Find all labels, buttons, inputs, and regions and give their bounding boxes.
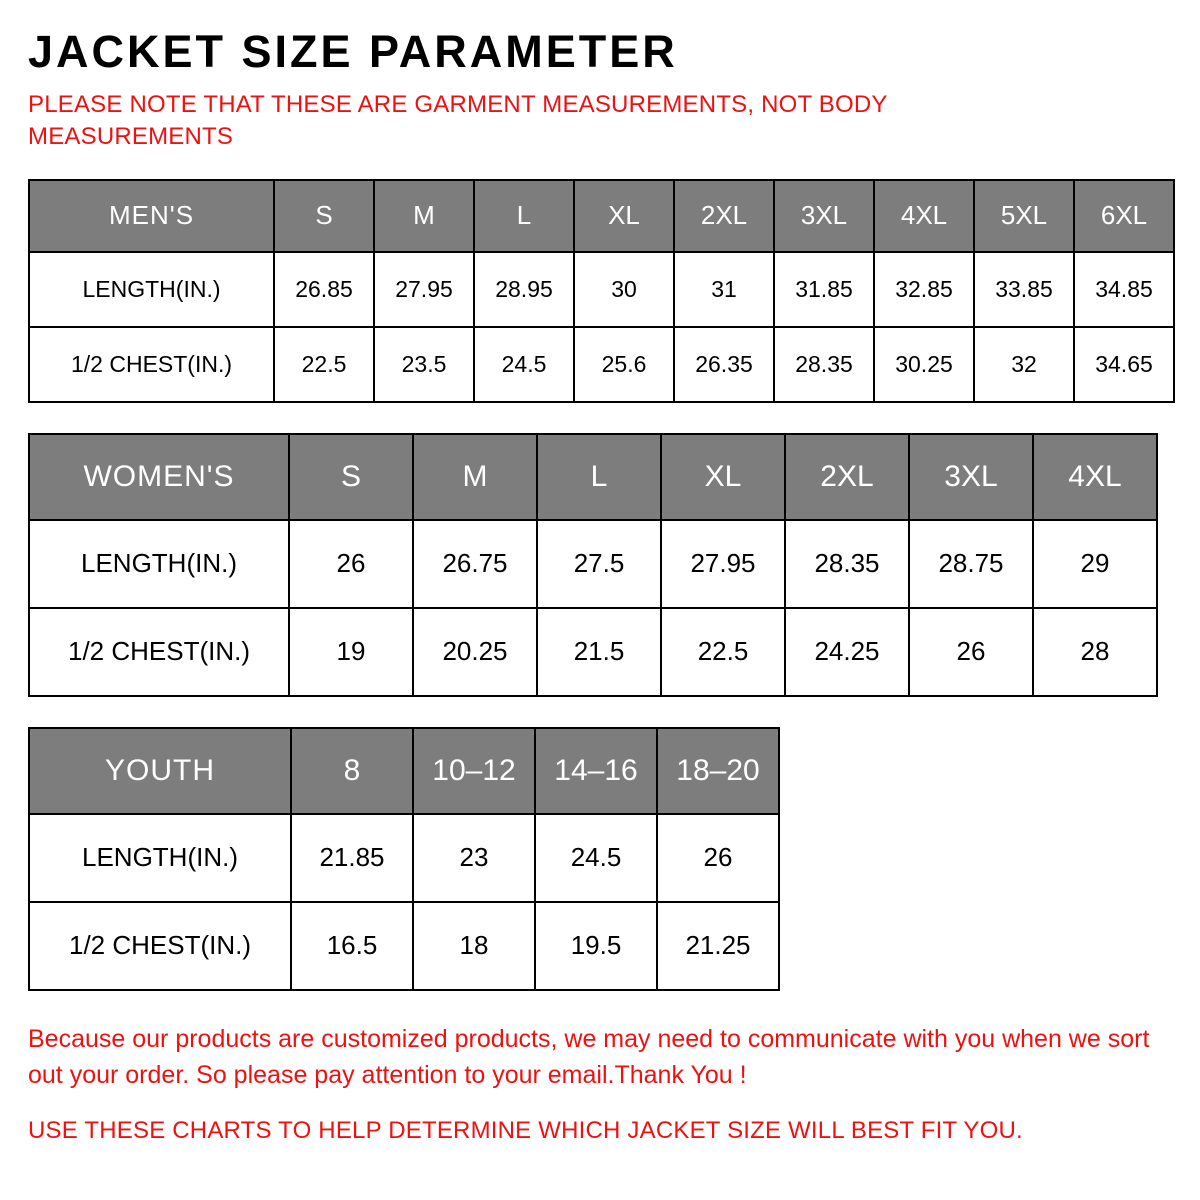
header-cell-size: 14–16: [535, 728, 657, 814]
table-cell: 23.5: [374, 327, 474, 402]
header-cell-size: L: [537, 434, 661, 520]
table-row: [29, 327, 1174, 402]
header-cell-size: M: [413, 434, 537, 520]
table-header-row: [29, 728, 779, 814]
table-header-row: [29, 180, 1174, 252]
table-cell: 27.5: [537, 520, 661, 608]
table-cell: 28.35: [785, 520, 909, 608]
table-cell: 20.25: [413, 608, 537, 696]
header-cell-size: 4XL: [1033, 434, 1157, 520]
table-cell: 16.5: [291, 902, 413, 990]
row-label: LENGTH(IN.): [29, 520, 289, 608]
table-cell: 34.85: [1074, 252, 1174, 327]
table-cell: 26.85: [274, 252, 374, 327]
header-cell-size: 3XL: [774, 180, 874, 252]
table-row: [29, 902, 779, 990]
table-cell: 19.5: [535, 902, 657, 990]
header-cell-size: S: [274, 180, 374, 252]
header-cell-size: 8: [291, 728, 413, 814]
table-cell: 26.75: [413, 520, 537, 608]
table-cell: 19: [289, 608, 413, 696]
table-cell: 30.25: [874, 327, 974, 402]
table-cell: 18: [413, 902, 535, 990]
table-cell: 32: [974, 327, 1074, 402]
table-cell: 29: [1033, 520, 1157, 608]
table-cell: 33.85: [974, 252, 1074, 327]
table-cell: 22.5: [661, 608, 785, 696]
table-row: [29, 252, 1174, 327]
table-row: [29, 608, 1157, 696]
table-cell: 22.5: [274, 327, 374, 402]
table-cell: 21.25: [657, 902, 779, 990]
table-row: [29, 814, 779, 902]
row-label: LENGTH(IN.): [29, 814, 291, 902]
table-cell: 28.75: [909, 520, 1033, 608]
header-cell-size: XL: [574, 180, 674, 252]
table-cell: 27.95: [374, 252, 474, 327]
header-cell-size: 18–20: [657, 728, 779, 814]
table-cell: 28.35: [774, 327, 874, 402]
row-label: 1/2 CHEST(IN.): [29, 327, 274, 402]
customization-note: Because our products are customized products, we may need to communicate with you when we sort out your order. So please pay attention to your email.Thank You !: [28, 1024, 1150, 1089]
table-cell: 21.5: [537, 608, 661, 696]
row-label: LENGTH(IN.): [29, 252, 274, 327]
header-cell-size: 10–12: [413, 728, 535, 814]
header-cell-size: 5XL: [974, 180, 1074, 252]
youth-size-table: [28, 727, 780, 991]
row-label: 1/2 CHEST(IN.): [29, 608, 289, 696]
table-cell: 26.35: [674, 327, 774, 402]
table-cell: 24.5: [474, 327, 574, 402]
table-cell: 24.5: [535, 814, 657, 902]
table-row: [29, 520, 1157, 608]
header-cell-size: 2XL: [674, 180, 774, 252]
header-cell-category: YOUTH: [29, 728, 291, 814]
table-cell: 27.95: [661, 520, 785, 608]
chart-usage-note: USE THESE CHARTS TO HELP DETERMINE WHICH JACKET SIZE WILL BEST FIT YOU.: [28, 1117, 1023, 1145]
table-cell: 31.85: [774, 252, 874, 327]
table-header-row: [29, 434, 1157, 520]
header-cell-size: XL: [661, 434, 785, 520]
table-cell: 24.25: [785, 608, 909, 696]
header-cell-size: M: [374, 180, 474, 252]
garment-measurement-note: PLEASE NOTE THAT THESE ARE GARMENT MEASUREMENTS, NOT BODY MEASUREMENTS: [28, 91, 888, 150]
header-cell-size: S: [289, 434, 413, 520]
header-cell-size: 4XL: [874, 180, 974, 252]
table-cell: 34.65: [1074, 327, 1174, 402]
header-cell-category: MEN'S: [29, 180, 274, 252]
header-cell-category: WOMEN'S: [29, 434, 289, 520]
table-cell: 28.95: [474, 252, 574, 327]
table-cell: 26: [289, 520, 413, 608]
header-cell-size: 6XL: [1074, 180, 1174, 252]
table-cell: 25.6: [574, 327, 674, 402]
table-cell: 32.85: [874, 252, 974, 327]
header-cell-size: L: [474, 180, 574, 252]
table-cell: 31: [674, 252, 774, 327]
table-cell: 26: [909, 608, 1033, 696]
mens-size-table: [28, 179, 1175, 403]
header-cell-size: 2XL: [785, 434, 909, 520]
table-cell: 28: [1033, 608, 1157, 696]
header-cell-size: 3XL: [909, 434, 1033, 520]
page-title: JACKET SIZE PARAMETER: [28, 26, 678, 77]
table-cell: 26: [657, 814, 779, 902]
table-cell: 30: [574, 252, 674, 327]
womens-size-table: [28, 433, 1158, 697]
table-cell: 23: [413, 814, 535, 902]
row-label: 1/2 CHEST(IN.): [29, 902, 291, 990]
table-cell: 21.85: [291, 814, 413, 902]
